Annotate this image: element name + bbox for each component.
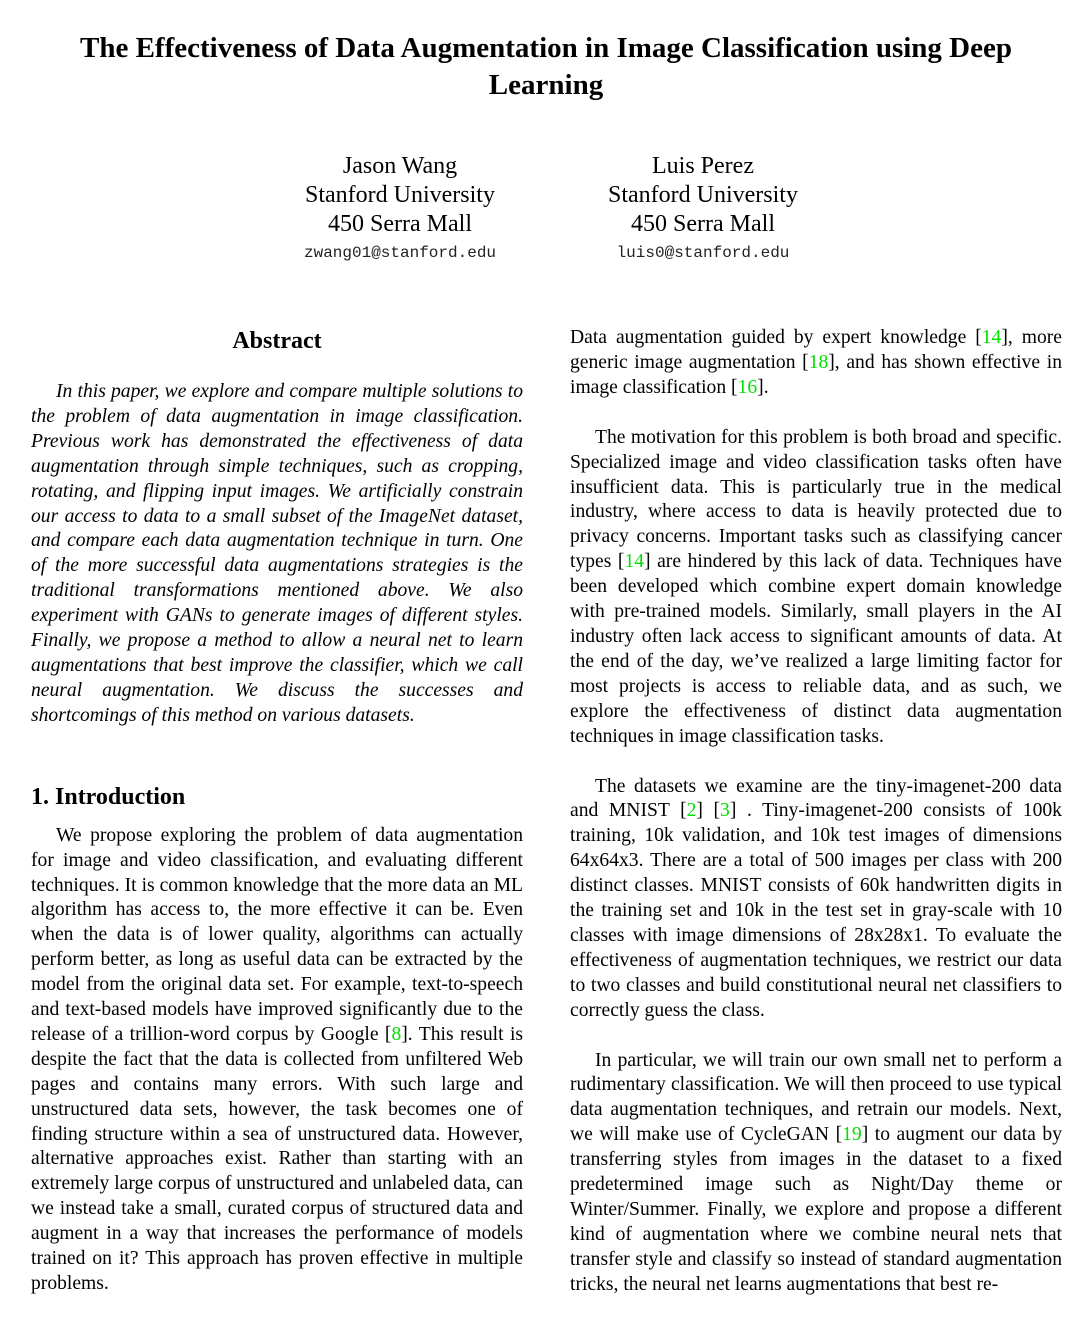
text-run: ] are hindered by this lack of data. Techniques have been developed which combine expert domain knowledge with pre-trained models. Similarly, small players in the AI industry often lack access to significant amounts of data. At the end of the day, we’ve realized a large limiting factor for most projects is access to reliable data, and as such, we explore the effectiveness of distinct data augmentation techniques in image classification tasks. (570, 551, 1062, 747)
text-run: We propose exploring the problem of data augmentation for image and video classification, and evaluating different techniques. It is common knowledge that the more data an ML algorithm has access to, the more effective it can be. Even when the data is of lower quality, algorithms can actually perform better, as long as useful data can be extracted by the model from the original data set. For example, text-to-speech and text-based models have improved significantly due to the release of a trillion-word corpus by Google [ (31, 824, 523, 1045)
author-affiliation: Stanford University (608, 182, 798, 208)
author-email[interactable]: zwang01@stanford.edu (303, 244, 497, 262)
citation-link[interactable]: 16 (737, 376, 758, 398)
author-block-1 (250, 152, 550, 264)
author-name: Luis Perez (652, 153, 754, 179)
author-address: 450 Serra Mall (631, 211, 775, 237)
datasets-paragraph (570, 775, 1062, 1024)
citation-link[interactable]: 2 (686, 800, 697, 822)
text-run: ]. (757, 376, 769, 398)
text-run: ], and has shown effective in image classification [ (570, 351, 1062, 398)
paper-title: The Effectiveness of Data Augmentation in Image Classification using Deep Learning (79, 32, 1012, 101)
abstract-heading: Abstract (232, 328, 322, 354)
author-block-2 (553, 152, 853, 264)
paragraph-gap (570, 401, 1062, 426)
citation-link[interactable]: 18 (808, 351, 829, 373)
text-run: ], more generic image augmentation [ (570, 327, 1062, 373)
text-run: The motivation for this problem is both broad and specific. Specialized image and video classification tasks often have insufficient data. This is particularly true in the medical industry, where access to data is heavily protected due to privacy concerns. Important tasks such as classifying cancer types [ (570, 426, 1062, 573)
paragraph-gap (570, 1024, 1062, 1049)
intro-paragraph (31, 824, 523, 1297)
text-run: Data augmentation guided by expert knowledge [ (570, 327, 982, 348)
text-run: ] . Tiny-imagenet-200 consists of 100k training, 10k validation, and 10k test images of dimensions 64x64x3. There are a total of 500 images per class with 200 distinct classes. MNIST consists of 60k handwritten digits in the training set and 10k in the test set in gray-scale with 10 classes with image dimensions of 28x28x1. To evaluate the effectiveness of augmentation techniques, we restrict our data to two classes and build constitutional neural net classifiers to correctly guess the class. (570, 800, 1062, 1021)
text-run: The datasets we examine are the tiny-imagenet-200 data and MNIST [ (570, 775, 1062, 822)
author-email[interactable]: luis0@stanford.edu (616, 244, 790, 262)
paragraph-gap (570, 750, 1062, 775)
section-heading-introduction: 1. Introduction (31, 783, 186, 810)
text-run: In particular, we will train our own small net to perform a rudimentary classification. We will then proceed to use typical data augmentation techniques, and retrain our models. Next, we will make use of CycleGAN [ (570, 1049, 1062, 1146)
text-run: ]. This result is despite the fact that the data is collected from unfiltered Web pages and contains many errors. With such large and unstructured data sets, however, the task becomes one of finding structure within a sea of unstructured data. However, alternative approaches exist. Rather than starting with an extremely large corpus of unstructured and unlabeled data, can we instead take a small, curated corpus of structured data and augment in a way that increases the performance of models trained on it? This approach has proven effective in multiple problems. (31, 1023, 524, 1294)
plan-paragraph (570, 1049, 1062, 1298)
author-name: Jason Wang (342, 153, 458, 179)
abstract-text: In this paper, we explore and compare multiple solutions to the problem of data augmentation in image classification. Previous work has demonstrated the effectiveness of data augmentation through simple techniques, such as cropping, rotating, and flipping input images. We artificially constrain our access to data to a small subset of the ImageNet dataset, and compare each data augmentation technique in turn. One of the more successful data augmentations strategies is the traditional transformations mentioned above. We also experiment with GANs to generate images of different styles. Finally, we propose a method to allow a neural net to learn augmentations that best improve the classifier, which we call neural augmentation. We discuss the successes and shortcomings of this method on various datasets. (31, 381, 523, 726)
citation-link[interactable]: 14 (624, 551, 645, 573)
author-affiliation: Stanford University (305, 182, 495, 208)
left-column (31, 326, 523, 1297)
motivation-paragraph (570, 426, 1062, 750)
citation-link[interactable]: 3 (720, 800, 730, 822)
right-column (570, 326, 1062, 1298)
citation-link[interactable]: 14 (981, 327, 1002, 348)
text-run: ] to augment our data by transferring styles from images in the dataset to a fixed predetermined image such as Night/Day theme or Winter/Summer. Finally, we explore and propose a different kind of augmentation where we combine neural nets that transfer style and classify so instead of standard augmentation tricks, the neural net learns augmentations that best re- (570, 1124, 1062, 1295)
citation-link[interactable]: 19 (842, 1124, 862, 1146)
author-address: 450 Serra Mall (328, 211, 472, 237)
citation-link[interactable]: 8 (391, 1023, 402, 1045)
intro-paragraph-continued (570, 326, 1062, 401)
text-run: ] [ (696, 800, 721, 822)
